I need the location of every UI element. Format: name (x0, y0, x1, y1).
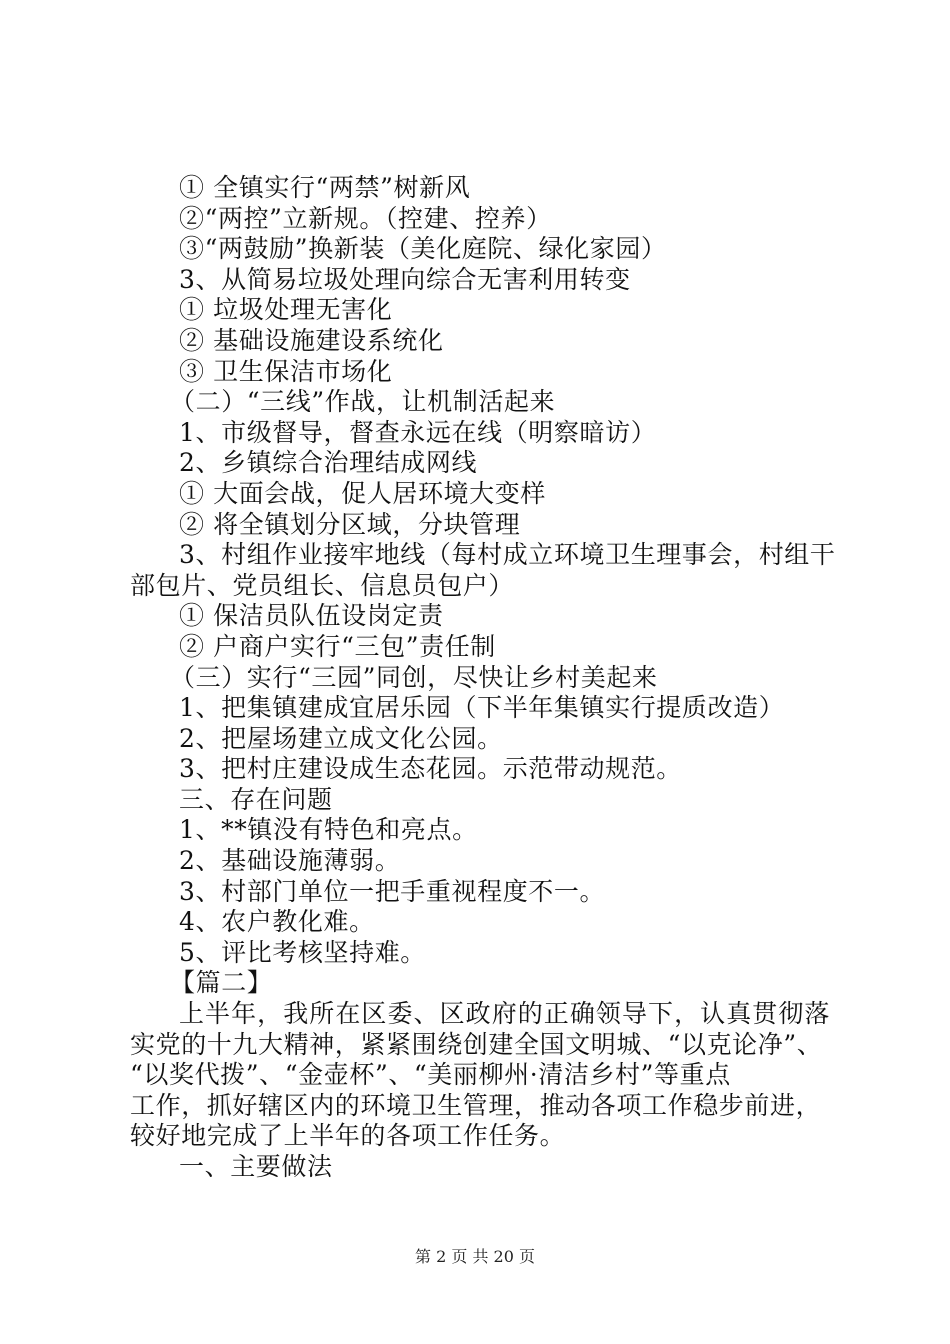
text-line: 3、从简易垃圾处理向综合无害利用转变 (179, 264, 631, 294)
text-line: 2、基础设施薄弱。 (179, 846, 401, 876)
section-heading: 三、存在问题 (179, 784, 333, 814)
paragraph-line: 工作，抓好辖区内的环境卫生管理，推动各项工作稳步前进， (130, 1090, 822, 1120)
text-line: 3、村组作业接牢地线（每村成立环境卫生理事会，村组干 (179, 540, 836, 570)
text-line: ②“两控”立新规。（控建、控养） (179, 203, 552, 233)
text-line: 2、把屋场建立成文化公园。 (179, 723, 503, 753)
text-line: ① 保洁员队伍设岗定责 (179, 601, 444, 631)
text-line: 4、农户教化难。 (179, 907, 375, 937)
section-heading: （三）实行“三园”同创，尽快让乡村美起来 (170, 662, 658, 692)
text-line: 3、村部门单位一把手重视程度不一。 (179, 876, 606, 906)
text-line: ② 户商户实行“三包”责任制 (179, 631, 496, 661)
page-number-footer: 第 2 页 共 20 页 (415, 1247, 535, 1266)
text-line: 5、评比考核坚持难。 (179, 937, 426, 967)
part-heading: 【篇二】 (170, 968, 273, 998)
paragraph-line: “以奖代拨”、“金壶杯”、“美丽柳州·清洁乡村”等重点 (130, 1060, 731, 1090)
text-line: 1、把集镇建成宜居乐园（下半年集镇实行提质改造） (179, 693, 785, 723)
text-line: ② 基础设施建设系统化 (179, 325, 444, 355)
text-line: 1、**镇没有特色和亮点。 (179, 815, 478, 845)
text-line: ① 全镇实行“两禁”树新风 (179, 173, 471, 202)
section-heading: 一、主要做法 (179, 1152, 333, 1181)
document-body (130, 173, 836, 1183)
text-line: ③“两鼓励”换新装（美化庭院、绿化家园） (179, 234, 667, 264)
text-line: 2、乡镇综合治理结成网线 (179, 448, 478, 478)
paragraph-line: 较好地完成了上半年的各项工作任务。 (130, 1121, 566, 1151)
section-heading: （二）“三线”作战，让机制活起来 (170, 387, 556, 417)
paragraph-line: 实党的十九大精神，紧紧围绕创建全国文明城、“以克论净”、 (130, 1029, 823, 1059)
text-line: ② 将全镇划分区域，分块管理 (179, 509, 521, 539)
text-line: ① 垃圾处理无害化 (179, 295, 393, 325)
text-line: ③ 卫生保洁市场化 (179, 356, 393, 386)
text-line: 3、把村庄建设成生态花园。示范带动规范。 (179, 754, 682, 784)
text-line: ① 大面会战，促人居环境大变样 (179, 478, 546, 508)
paragraph-line: 上半年，我所在区委、区政府的正确领导下，认真贯彻落 (179, 999, 830, 1029)
text-line: 1、市级督导，督查永远在线（明察暗访） (179, 417, 657, 447)
text-line: 部包片、党员组长、信息员包户） (130, 570, 515, 600)
